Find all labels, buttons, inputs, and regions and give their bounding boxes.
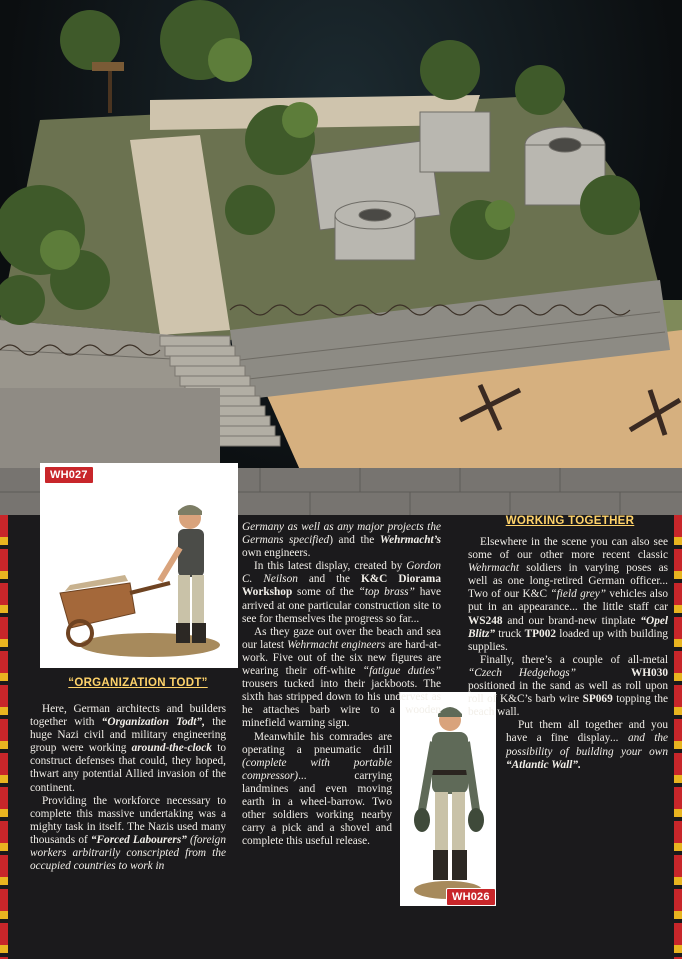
organization-todt-heading: “ORGANIZATION TODT” (68, 677, 208, 689)
left-border-stripe (0, 515, 8, 959)
col1-paragraph-2: Providing the workforce necessary to complete this massive undertaking was a mighty task in itself. The Nazis used many thousands of “Forced Labourers” (foreign workers arbitrarily conscripted from the occupied countries to work in (30, 794, 226, 873)
wh027-badge: WH027 (44, 466, 94, 484)
signpost (92, 62, 124, 113)
col2-paragraph-3: Meanwhile his comrades are operating a pneumatic drill (complete with portable compressor)... carrying landmines and even moving earth in a wheel-barrow. Two other soldiers working nearby carry a pick and a shovel and complete this useful release. (242, 730, 392, 848)
col2-paragraph-0: Germany as well as any major projects the Germans specified) and the Wehrmacht’s own engineers. (242, 521, 441, 560)
wh027-photo (40, 463, 238, 668)
column-3 (468, 536, 668, 772)
right-border-stripe (674, 515, 682, 959)
wh026-badge: WH026 (446, 888, 496, 906)
wheelbarrow-figure-illustration (40, 463, 238, 668)
column-1 (30, 703, 226, 873)
col2-paragraph-1: In this latest display, created by Gordon C. Neilson and the K&C Diorama Workshop some of the “top brass” have arrived at one particular construction site to see for themselves the progress so far... (242, 560, 442, 625)
col3-paragraph-3: Put them all together and you have a fine display... and the possibility of building your own “Atlantic Wall”. (506, 719, 668, 771)
col2-paragraph-2: As they gaze out over the beach and sea our latest Wehrmacht engineers are hard-at-work. Five out of the six new figures are wearing their off-white “fatigue duties” trousers tucked into their jackboots. The sixth has stripped down to his undervest as he attaches barb wire to a wooden minefield warning sign. (242, 625, 441, 730)
column-2 (242, 521, 441, 848)
col1-paragraph-1: Here, German architects and builders together with “Organization Todt”, the huge Nazi civil and military engineering group were working around-the-clock to construct defenses that could, they hoped, thwart any potential Allied invasion of the continent. (30, 703, 226, 794)
working-together-heading: WORKING TOGETHER (505, 515, 635, 527)
col3-paragraph-2: Finally, there’s a couple of all-metal “Czech Hedgehogs” WH030 positioned in the sand as well as roll upon roll of K&C’s barb wire SP069 topping the beach wall. (468, 653, 668, 719)
col3-paragraph-1: Elsewhere in the scene you can also see some of our other more recent classic Wehrmacht soldiers in varying poses as well as one long-retired German officer... Two of our K&C “field grey” vehicles also put in an appearance... the little staff car WS248 and our brand-new tinplate “Opel Blitz” truck TP002 loaded up with building supplies. (468, 536, 669, 653)
